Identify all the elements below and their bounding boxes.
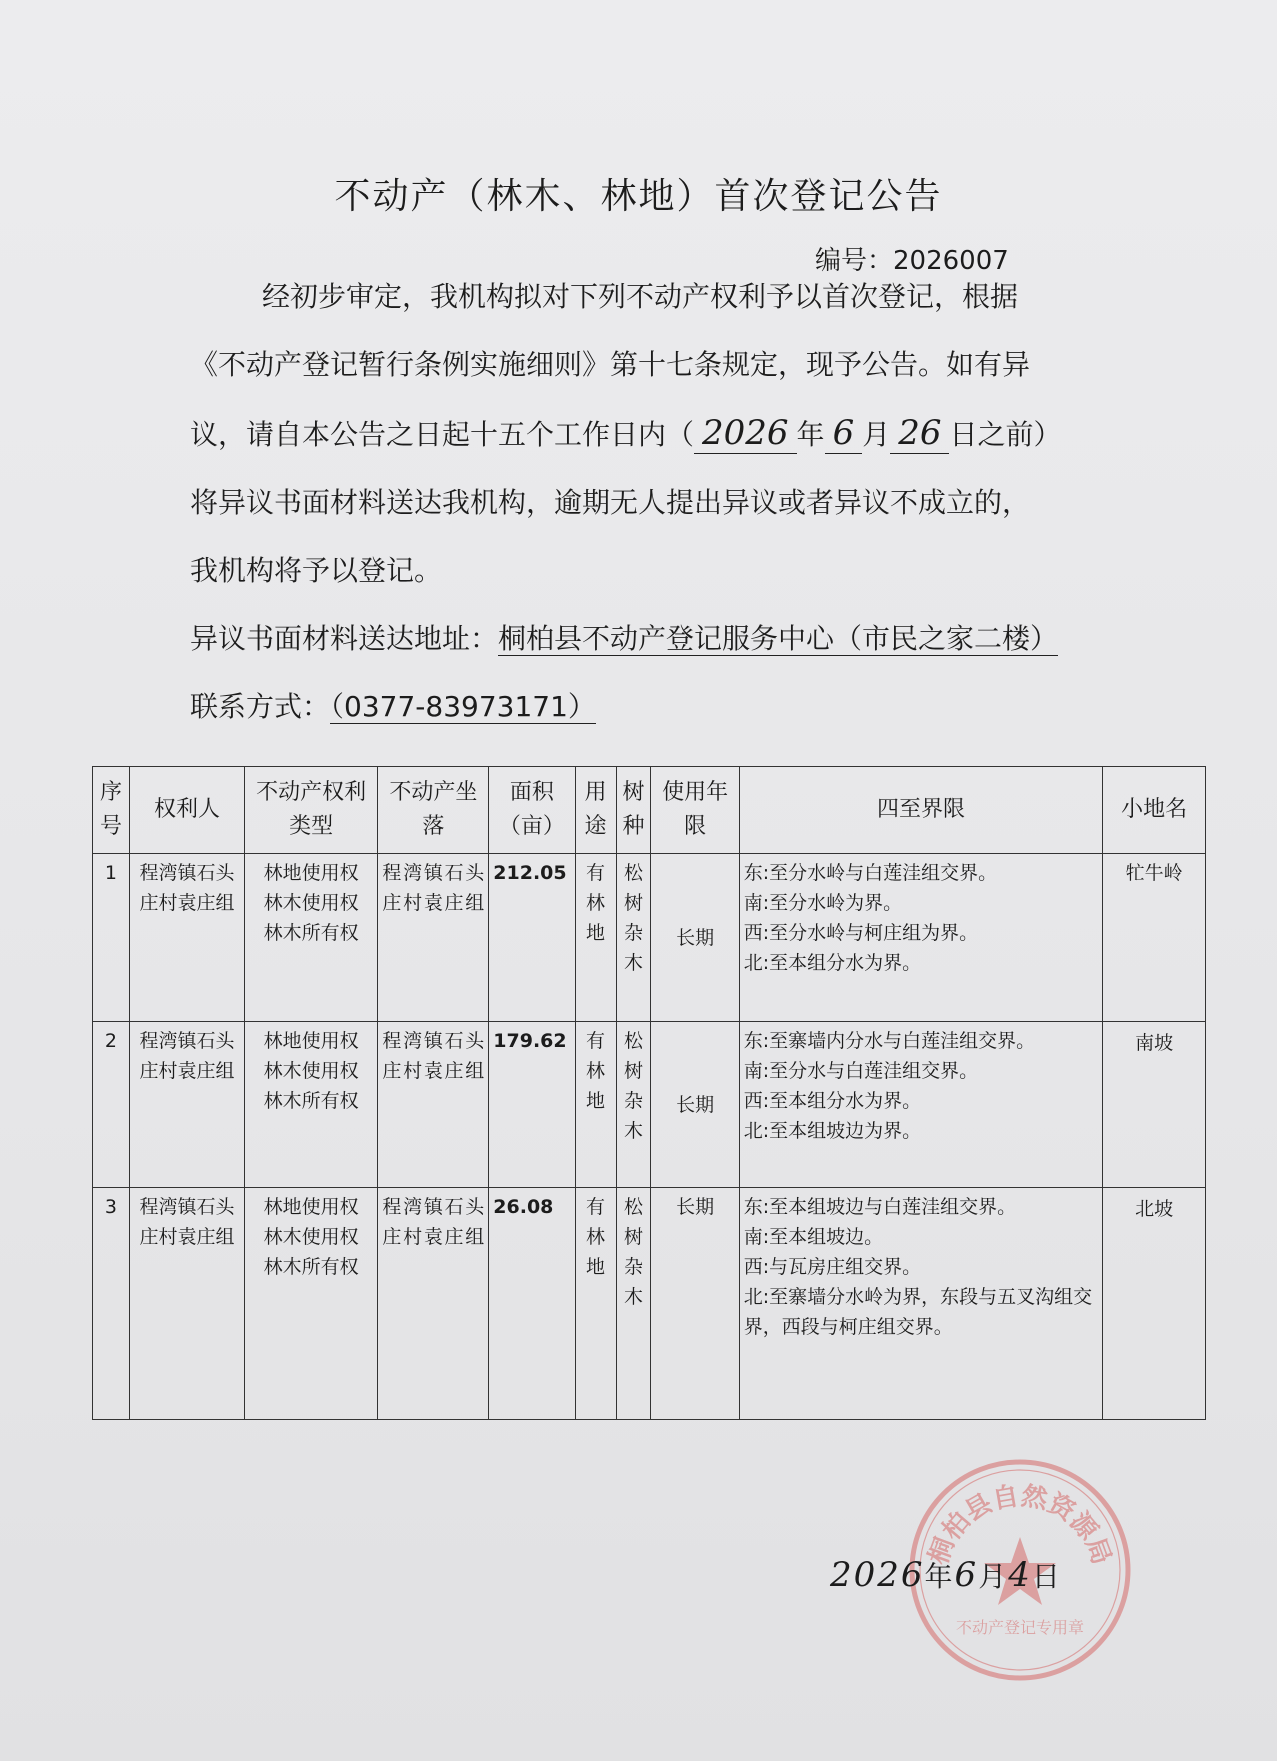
cell-term: 长期 xyxy=(651,854,739,1022)
body-line-3-pre: 议，请自本公告之日起十五个工作日内（ xyxy=(190,418,695,451)
right-type-item: 林木所有权 xyxy=(263,1090,359,1112)
cell-place: 牤牛岭 xyxy=(1103,854,1206,1022)
boundary-line: 南:至分水岭为界。 xyxy=(743,892,903,914)
seal-text: 桐柏县自然资源局 xyxy=(923,1481,1117,1569)
header-term: 使用年限 xyxy=(651,767,739,854)
month-char: 月 xyxy=(862,418,891,451)
boundary-line: 北:至本组分水为界。 xyxy=(743,952,922,974)
header-owner: 权利人 xyxy=(129,767,244,854)
cell-area: 179.62 xyxy=(489,1022,575,1188)
boundary-line: 东:至本组坡边与白莲洼组交界。 xyxy=(743,1196,1017,1218)
seal-subtext: 不动产登记专用章 xyxy=(955,1618,1085,1637)
contact-value: （0377-83973171） xyxy=(330,690,596,723)
cell-boundary xyxy=(739,854,1102,1022)
cell-tree: 松树杂木 xyxy=(616,854,651,1022)
cell-use: 有林地 xyxy=(575,1022,616,1188)
cell-no: 1 xyxy=(93,854,130,1022)
body-line-3 xyxy=(190,399,1090,469)
cell-tree: 松树杂木 xyxy=(616,1188,651,1420)
contact-label: 联系方式： xyxy=(190,690,331,723)
right-type-item: 林木使用权 xyxy=(263,892,359,914)
cell-use: 有林地 xyxy=(575,1188,616,1420)
header-boundary: 四至界限 xyxy=(739,767,1102,854)
header-use: 用途 xyxy=(575,767,616,854)
header-type: 不动产权利类型 xyxy=(244,767,377,854)
notice-title: 不动产（林木、林地）首次登记公告 xyxy=(334,176,943,217)
registration-table xyxy=(92,766,1206,1420)
notice-body xyxy=(190,263,1090,741)
deadline-month: 6 xyxy=(825,413,863,454)
right-type-item: 林木使用权 xyxy=(263,1060,359,1082)
right-type-item: 林木使用权 xyxy=(263,1226,359,1248)
cell-boundary xyxy=(739,1022,1102,1188)
cell-term: 长期 xyxy=(651,1022,739,1188)
right-type-item: 林地使用权 xyxy=(263,1196,359,1218)
body-line-3-post: 日之前） xyxy=(949,418,1062,451)
cell-location: 程湾镇石头庄村袁庄组 xyxy=(378,1022,489,1188)
cell-boundary xyxy=(739,1188,1102,1420)
date-day: 4 xyxy=(1008,1555,1032,1595)
cell-owner: 程湾镇石头庄村袁庄组 xyxy=(129,854,244,1022)
year-char: 年 xyxy=(796,418,825,451)
cell-no: 3 xyxy=(93,1188,130,1420)
boundary-line: 西:至分水岭与柯庄组为界。 xyxy=(743,922,979,944)
number-label: 编号： xyxy=(815,246,894,276)
right-type-item: 林地使用权 xyxy=(263,862,359,884)
boundary-line: 东:至分水岭与白莲洼组交界。 xyxy=(743,862,998,884)
address-line xyxy=(190,605,1090,673)
body-line-5: 我机构将予以登记。 xyxy=(190,554,443,587)
date-day-char: 日 xyxy=(1031,1560,1062,1593)
cell-term: 长期 xyxy=(651,1188,739,1420)
cell-area: 26.08 xyxy=(489,1188,575,1420)
date-year: 2026 xyxy=(830,1555,925,1595)
table-row xyxy=(93,1022,1206,1188)
header-tree: 树种 xyxy=(616,767,651,854)
cell-place: 南坡 xyxy=(1103,1022,1206,1188)
cell-use: 有林地 xyxy=(575,854,616,1022)
right-type-item: 林木所有权 xyxy=(263,922,359,944)
cell-area: 212.05 xyxy=(489,854,575,1022)
cell-type xyxy=(244,1022,377,1188)
boundary-line: 南:至分水与白莲洼组交界。 xyxy=(743,1060,979,1082)
boundary-line: 北:至本组坡边为界。 xyxy=(743,1120,922,1142)
signing-date xyxy=(830,1555,1062,1595)
cell-type xyxy=(244,854,377,1022)
boundary-line: 南:至本组坡边。 xyxy=(743,1226,884,1248)
cell-no: 2 xyxy=(93,1022,130,1188)
cell-location: 程湾镇石头庄村袁庄组 xyxy=(378,854,489,1022)
boundary-line: 北:至寨墙分水岭为界，东段与五叉沟组交界，西段与柯庄组交界。 xyxy=(743,1286,1093,1338)
table-row xyxy=(93,854,1206,1022)
cell-type xyxy=(244,1188,377,1420)
right-type-item: 林地使用权 xyxy=(263,1030,359,1052)
cell-tree: 松树杂木 xyxy=(616,1022,651,1188)
boundary-line: 西:与瓦房庄组交界。 xyxy=(743,1256,922,1278)
header-location: 不动产坐落 xyxy=(378,767,489,854)
header-place: 小地名 xyxy=(1103,767,1206,854)
date-month: 6 xyxy=(954,1555,979,1595)
address-value: 桐柏县不动产登记服务中心（市民之家二楼） xyxy=(498,622,1059,655)
boundary-line: 西:至本组分水为界。 xyxy=(743,1090,922,1112)
deadline-year: 2026 xyxy=(694,413,797,454)
right-type-item: 林木所有权 xyxy=(263,1256,359,1278)
boundary-line: 东:至寨墙内分水与白莲洼组交界。 xyxy=(743,1030,1036,1052)
body-line-2: 《不动产登记暂行条例实施细则》第十七条规定，现予公告。如有异 xyxy=(190,348,1031,381)
header-no: 序号 xyxy=(93,767,130,854)
date-year-char: 年 xyxy=(924,1560,955,1593)
date-month-char: 月 xyxy=(978,1560,1009,1593)
contact-line xyxy=(190,673,1090,741)
cell-location: 程湾镇石头庄村袁庄组 xyxy=(378,1188,489,1420)
table-row xyxy=(93,1188,1206,1420)
number-value: 2026007 xyxy=(893,246,1009,276)
header-area: 面积（亩） xyxy=(489,767,575,854)
address-label: 异议书面材料送达地址： xyxy=(190,622,499,655)
cell-owner: 程湾镇石头庄村袁庄组 xyxy=(129,1022,244,1188)
cell-place: 北坡 xyxy=(1103,1188,1206,1420)
deadline-day: 26 xyxy=(890,413,949,454)
body-line-1: 经初步审定，我机构拟对下列不动产权利予以首次登记，根据 xyxy=(262,280,1019,313)
table-header-row xyxy=(93,767,1206,854)
cell-owner: 程湾镇石头庄村袁庄组 xyxy=(129,1188,244,1420)
body-line-4: 将异议书面材料送达我机构，逾期无人提出异议或者异议不成立的， xyxy=(190,486,1031,519)
